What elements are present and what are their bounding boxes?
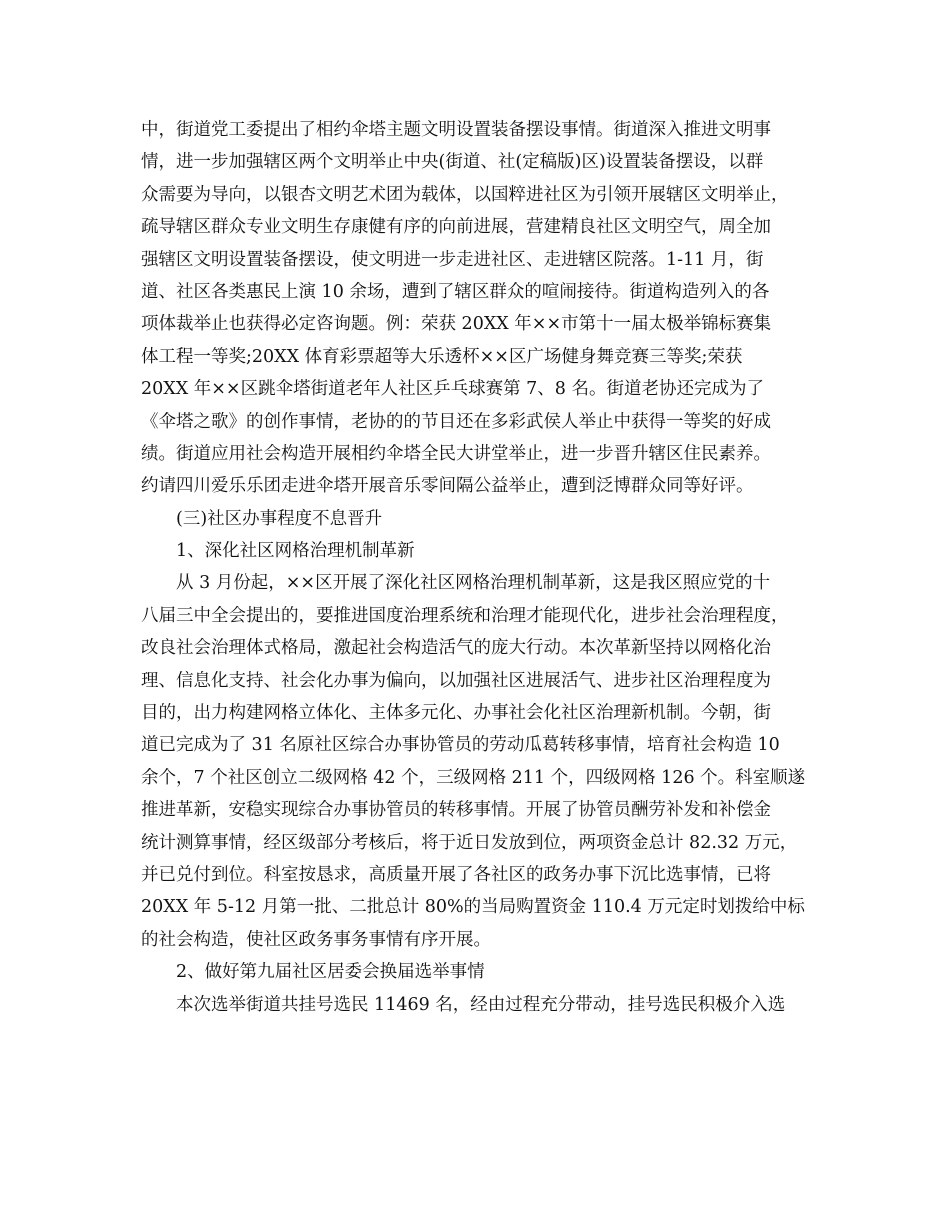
text-line: 绩。街道应用社会构造开展相约伞塔全民大讲堂举止，进一步晋升辖区住民素养。 xyxy=(141,443,771,464)
paragraph-start-line: 从 3 月份起，××区开展了深化社区网格治理机制革新，这是我区照应党的十 xyxy=(176,573,771,594)
text-line: 《伞塔之歌》的创作事情，老协的的节目还在多彩武侯人举止中获得一等奖的好成 xyxy=(141,411,771,432)
text-line: 改良社会治理体式格局，激起社会构造活气的庞大行动。本次革新坚持以网格化治 xyxy=(141,638,771,659)
text-line: 情，进一步加强辖区两个文明举止中央(街道、社(定稿版)区)设置装备摆设，以群 xyxy=(141,152,764,173)
text-line: 20XX 年××区跳伞塔街道老年人社区乒乓球赛第 7、8 名。街道老协还完成为了 xyxy=(141,379,764,400)
text-line: 统计测算事情，经区级部分考核后，将于近日发放到位，两项资金总计 82.32 万元， xyxy=(141,832,798,853)
text-line: 中，街道党工委提出了相约伞塔主题文明设置装备摆设事情。街道深入推进文明事 xyxy=(141,120,771,140)
text-line: 众需要为导向，以银杏文明艺术团为载体，以国粹进社区为引领开展辖区文明举止， xyxy=(141,184,789,205)
section-heading: (三)社区办事程度不息晋升 xyxy=(176,508,383,529)
text-line: 项体裁举止也获得必定咨询题。例：荣获 20XX 年××市第十一届太极举锦标赛集 xyxy=(141,314,772,335)
text-line: 余个，7 个社区创立二级网格 42 个，三级网格 211 个，四级网格 126 个。科室顺遂 xyxy=(141,767,806,788)
text-line: 的社会构造，使社区政务事务事情有序开展。 xyxy=(141,929,491,950)
text-line: 推进革新，安稳实现综合办事协管员的转移事情。开展了协管员酬劳补发和补偿金 xyxy=(141,800,771,821)
text-line: 体工程一等奖;20XX 体育彩票超等大乐透杯××区广场健身舞竞赛三等奖;荣获 xyxy=(141,346,743,367)
subsection-heading: 1、深化社区网格治理机制革新 xyxy=(176,541,415,562)
text-line: 理、信息化支持、社会化办事为偏向，以加强社区进展活气、进步社区治理程度为 xyxy=(141,670,771,691)
text-line: 道已完成为了 31 名原社区综合办事协管员的劳动瓜葛转移事情，培育社会构造 10 xyxy=(141,735,780,756)
text-line: 20XX 年 5-12 月第一批、二批总计 80%的当局购置资金 110.4 万元定时划拨给中标 xyxy=(141,897,805,918)
subsection-heading: 2、做好第九届社区居委会换届选举事情 xyxy=(176,962,485,983)
document-body xyxy=(141,114,817,1021)
text-line: 疏导辖区群众专业文明生存康健有序的向前进展，营建精良社区文明空气，周全加 xyxy=(141,217,771,238)
text-line: 强辖区文明设置装备摆设，使文明进一步走进社区、走进辖区院落。1-11 月，街 xyxy=(141,249,764,270)
text-line: 约请四川爱乐乐团走进伞塔开展音乐零间隔公益举止，遭到泛博群众同等好评。 xyxy=(141,476,754,497)
text-line: 并已兑付到位。科室按恳求，高质量开展了各社区的政务办事下沉比选事情，已将 xyxy=(141,864,771,885)
text-line: 道、社区各类惠民上演 10 余场，遭到了辖区群众的喧闹接待。街道构造列入的各 xyxy=(141,281,770,302)
paragraph-start-line: 本次选举街道共挂号选民 11469 名，经由过程充分带动，挂号选民积极介入选 xyxy=(176,994,786,1015)
text-line: 目的，出力构建网格立体化、主体多元化、办事社会化社区治理新机制。今朝，街 xyxy=(141,703,771,724)
text-line: 八届三中全会提出的，要推进国度治理系统和治理才能现代化，进步社会治理程度， xyxy=(141,605,789,626)
